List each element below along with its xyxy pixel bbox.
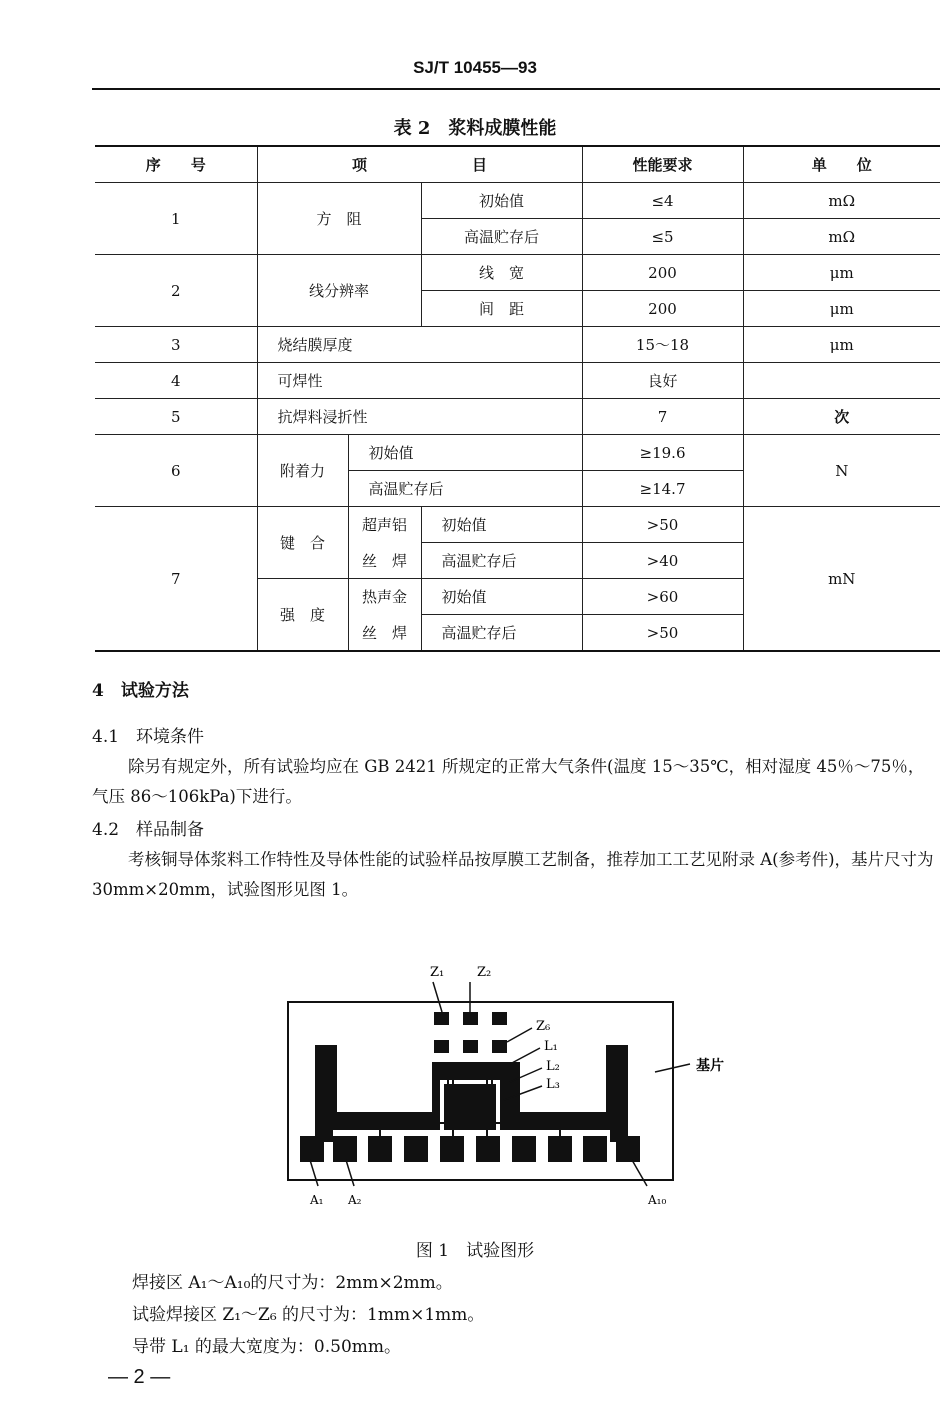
row-requirement: 15～18: [582, 327, 743, 363]
label-a2: A₂: [348, 1193, 362, 1207]
row-sub-item: 高温贮存后: [421, 543, 582, 579]
row-unit: [743, 363, 940, 399]
pad-z: [434, 1012, 449, 1025]
row-unit: mN: [743, 507, 940, 652]
test-pattern-figure: [270, 960, 750, 1220]
col-header-item: 项 目: [257, 146, 582, 183]
row-item: 烧结膜厚度: [257, 327, 582, 363]
row-item-part-a: 键 合: [257, 507, 348, 579]
table-row: [95, 183, 940, 219]
row-requirement: ≤5: [582, 219, 743, 255]
pad-z: [492, 1040, 507, 1053]
table-row: [95, 363, 940, 399]
pad-a: [333, 1136, 357, 1162]
note-strip-width: 导带 L₁ 的最大宽度为：0.50mm。: [132, 1337, 402, 1357]
row-unit: N: [743, 435, 940, 507]
table-row: [95, 399, 940, 435]
row-sub-item: 高温贮存后: [421, 219, 582, 255]
row-requirement: >50: [582, 615, 743, 652]
row-group-label: 超声铝: [348, 507, 421, 543]
label-z2: Z₂: [477, 965, 492, 980]
label-l2: L₂: [546, 1059, 560, 1074]
figure-caption: 图 1 试验图形: [415, 1241, 535, 1261]
section-4-1-text: 除另有规定外，所有试验均应在 GB 2421 所规定的正常大气条件(温度 15～35℃，相对湿度 45％～75％，气压 86～106kPa)下进行。: [92, 757, 925, 806]
table-row: [95, 507, 940, 543]
row-requirement: >50: [582, 507, 743, 543]
row-sub-item: 高温贮存后: [421, 615, 582, 652]
section-4-heading: 4 试验方法: [92, 681, 189, 701]
label-substrate: 基片: [696, 1058, 724, 1074]
label-l1: L₁: [544, 1039, 558, 1054]
row-unit: μm: [743, 327, 940, 363]
row-sub-item: 间 距: [421, 291, 582, 327]
table-row: [95, 327, 940, 363]
pad-a: [404, 1136, 428, 1162]
row-unit: μm: [743, 255, 940, 291]
document-header: SJ/T 10455—93: [413, 58, 537, 77]
row-requirement: 7: [582, 399, 743, 435]
conductor-u-strip: [315, 1045, 628, 1142]
row-no: 4: [95, 363, 257, 399]
row-item: 抗焊料浸折性: [257, 399, 582, 435]
section-4-2-text: 考核铜导体浆料工作特性及导体性能的试验样品按厚膜工艺制备，推荐加工工艺见附录 A(参考件)，基片尺寸为 30mm×20mm，试验图形见图 1。: [92, 850, 934, 899]
row-item: 线分辨率: [257, 255, 421, 327]
pad-a: [616, 1136, 640, 1162]
row-item: 可焊性: [257, 363, 582, 399]
row-requirement: >60: [582, 579, 743, 615]
section-4-2-heading: 4.2 样品制备: [92, 820, 205, 840]
row-item: 附着力: [257, 435, 348, 507]
section-4-1-heading: 4.1 环境条件: [92, 727, 205, 747]
label-a1: A₁: [310, 1193, 324, 1207]
header-rule: [92, 88, 940, 90]
row-sub-item: 初始值: [421, 579, 582, 615]
row-unit: mΩ: [743, 219, 940, 255]
pad-a: [440, 1136, 464, 1162]
row-group-label: 丝 焊: [348, 543, 421, 579]
row-no: 6: [95, 435, 257, 507]
row-sub-item: 初始值: [348, 435, 582, 471]
row-no: 2: [95, 255, 257, 327]
pad-a: [368, 1136, 392, 1162]
pad-z: [463, 1040, 478, 1053]
table-row: [95, 255, 940, 291]
pad-z: [463, 1012, 478, 1025]
leader-a2: [346, 1160, 354, 1186]
row-item-part-b: 强 度: [257, 579, 348, 652]
leader-a1: [310, 1160, 318, 1186]
pad-z: [434, 1040, 449, 1053]
col-header-requirement: 性能要求: [582, 146, 743, 183]
col-header-no: 序 号: [95, 146, 257, 183]
col-header-unit: 单 位: [743, 146, 940, 183]
label-a10: A₁₀: [648, 1193, 667, 1207]
pad-a: [476, 1136, 500, 1162]
row-requirement: 200: [582, 255, 743, 291]
row-requirement: ≥14.7: [582, 471, 743, 507]
leader-z6: [507, 1028, 532, 1042]
note-pad-a-size: 焊接区 A₁～A₁₀的尺寸为：2mm×2mm。: [132, 1273, 453, 1293]
row-requirement: ≥19.6: [582, 435, 743, 471]
row-requirement: 良好: [582, 363, 743, 399]
page-number: — 2 —: [108, 1366, 171, 1388]
table-caption: 表 2 浆料成膜性能: [393, 118, 557, 139]
row-no: 3: [95, 327, 257, 363]
row-requirement: >40: [582, 543, 743, 579]
row-unit: μm: [743, 291, 940, 327]
pad-a: [583, 1136, 607, 1162]
note-pad-z-size: 试验焊接区 Z₁～Z₆ 的尺寸为：1mm×1mm。: [132, 1305, 485, 1325]
row-unit: 次: [743, 399, 940, 435]
table-row: [95, 435, 940, 471]
row-no: 5: [95, 399, 257, 435]
pad-a: [512, 1136, 536, 1162]
label-z1: Z₁: [430, 965, 445, 980]
label-z6: Z₆: [536, 1019, 551, 1034]
leader-z1: [433, 982, 442, 1012]
row-sub-item: 初始值: [421, 507, 582, 543]
table-header-row: [95, 146, 940, 183]
pad-a: [300, 1136, 324, 1162]
row-sub-item: 线 宽: [421, 255, 582, 291]
pad-z: [492, 1012, 507, 1025]
row-item: 方 阻: [257, 183, 421, 255]
leader-a10: [632, 1160, 647, 1186]
row-group-label: 丝 焊: [348, 615, 421, 652]
pad-a: [548, 1136, 572, 1162]
row-requirement: ≤4: [582, 183, 743, 219]
row-no: 1: [95, 183, 257, 255]
row-requirement: 200: [582, 291, 743, 327]
performance-table: [95, 145, 940, 652]
row-no: 7: [95, 507, 257, 652]
row-group-label: 热声金: [348, 579, 421, 615]
leader-l1: [510, 1048, 540, 1064]
row-unit: mΩ: [743, 183, 940, 219]
label-l3: L₃: [546, 1077, 560, 1092]
row-sub-item: 初始值: [421, 183, 582, 219]
row-sub-item: 高温贮存后: [348, 471, 582, 507]
